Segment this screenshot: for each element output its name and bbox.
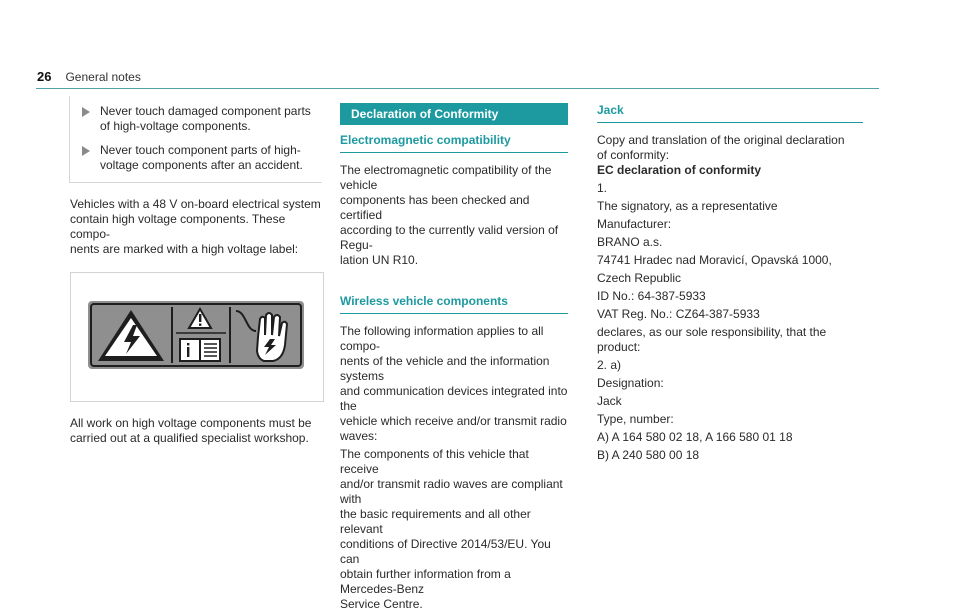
declaration-line: VAT Reg. No.: CZ64-387-5933 [597,307,760,321]
declaration-line: BRANO a.s. [597,235,663,249]
high-voltage-label [88,301,304,373]
declaration-line: Manufacturer: [597,217,672,231]
bullet-item [80,143,322,173]
declaration-line: Type, number: [597,412,674,426]
declaration-line: 74741 Hradec nad Moravicí, Opavská 1000, [597,253,832,267]
bullet-text: Never touch damaged component parts of high-voltage components. [100,104,311,133]
header-divider [36,88,879,89]
declaration-banner: Declaration of Conformity [340,103,568,125]
high-voltage-warning-icon [94,307,168,363]
declaration-line: Czech Republic [597,271,682,285]
high-voltage-label-figure [70,272,324,402]
specialist-workshop-paragraph: All work on high voltage components must be carried out at a qualified specialist workshop. [70,416,312,445]
page-number: 26 [37,69,52,84]
declaration-line: A) A 164 580 02 18, A 166 580 01 18 [597,430,793,444]
electromagnetic-compatibility-heading: Electromagnetic compatibility [340,133,568,153]
high-voltage-paragraph: Vehicles with a 48 V on-board electrical system contain high voltage components. These compo- nents are marked with a high voltage label: [70,197,321,256]
jack-heading: Jack [597,103,863,123]
declaration-line: B) A 240 580 00 18 [597,448,700,462]
bullet-item [80,104,322,134]
manual-book-icon [180,339,220,361]
warning-bullet-list [69,96,322,183]
page-header [37,69,141,85]
triangle-bullet-icon [82,107,90,117]
wireless-components-text: The following information applies to all compo- nents of the vehicle and the information systems and communication devices integrated into the vehicle which receive and/or transmit radio waves: [340,324,568,443]
column-left [70,96,325,446]
wireless-compliance-text: The components of this vehicle that receive and/or transmit radio waves are compliant with the basic requirements and all other relevant conditions of Directive 2014/53/EU. You can obtain further information from a Mercedes-Benz Service Centre. [340,447,563,611]
jack-declaration [597,133,863,463]
declaration-line: ID No.: 64-387-5933 [597,289,706,303]
chapter-title: General notes [65,70,141,84]
declaration-line: 1. [597,181,608,195]
declaration-line: 2. a) [597,358,622,372]
column-middle [340,96,568,612]
declaration-line: Jack [597,394,622,408]
bullet-text: Never touch component parts of high- voltage components after an accident. [100,143,303,172]
ec-declaration-heading: EC declaration of conformity [597,163,762,177]
declaration-intro: Copy and translation of the original declaration of conformity: [597,133,845,162]
wireless-components-heading: Wireless vehicle components [340,294,568,314]
electromagnetic-compatibility-text: The electromagnetic compatibility of the vehicle components has been checked and certified according to the currently valid version of Regu- lation UN R10. [340,163,559,267]
declaration-line: The signatory, as a representative [597,199,778,213]
triangle-bullet-icon [82,146,90,156]
declaration-line: Designation: [597,376,664,390]
declaration-line: declares, as our sole responsibility, that the product: [597,325,827,354]
column-right [597,96,863,466]
